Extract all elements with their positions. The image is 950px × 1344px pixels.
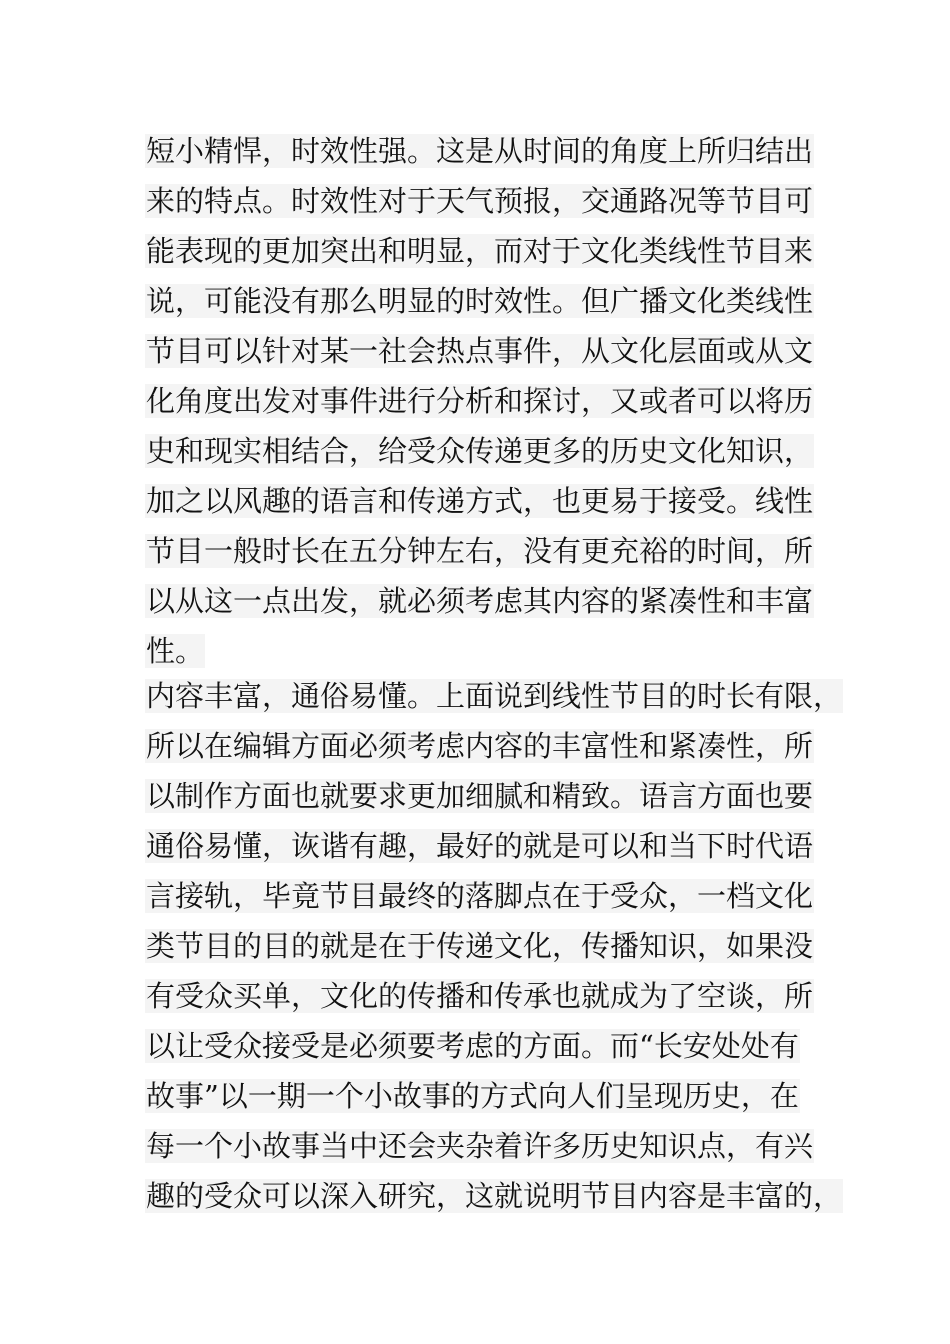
text-line: 每一个小故事当中还会夹杂着许多历史知识点，有兴 bbox=[146, 1129, 814, 1163]
text-line: 趣的受众可以深入研究，这就说明节目内容是丰富的， bbox=[146, 1179, 843, 1213]
text-line: 故事”以一期一个小故事的方式向人们呈现历史，在 bbox=[146, 1079, 799, 1113]
text-line: 来的特点。时效性对于天气预报，交通路况等节目可 bbox=[146, 184, 814, 218]
paragraph-1 bbox=[145, 126, 835, 676]
text-line: 内容丰富，通俗易懂。上面说到线性节目的时长有限， bbox=[146, 679, 843, 713]
text-line: 类节目的目的就是在于传递文化，传播知识，如果没 bbox=[146, 929, 814, 963]
text-line: 以制作方面也就要求更加细腻和精致。语言方面也要 bbox=[146, 779, 814, 813]
text-line: 加之以风趣的语言和传递方式，也更易于接受。线性 bbox=[146, 484, 814, 518]
text-line: 以从这一点出发，就必须考虑其内容的紧凑性和丰富 bbox=[146, 584, 814, 618]
paragraph-2 bbox=[145, 671, 843, 1221]
text-line: 说，可能没有那么明显的时效性。但广播文化类线性 bbox=[146, 284, 814, 318]
text-line: 化角度出发对事件进行分析和探讨，又或者可以将历 bbox=[146, 384, 814, 418]
text-line: 节目一般时长在五分钟左右，没有更充裕的时间，所 bbox=[146, 534, 814, 568]
text-line: 性。 bbox=[146, 634, 205, 668]
text-line: 言接轨，毕竟节目最终的落脚点在于受众，一档文化 bbox=[146, 879, 814, 913]
text-line: 节目可以针对某一社会热点事件，从文化层面或从文 bbox=[146, 334, 814, 368]
text-line: 有受众买单，文化的传播和传承也就成为了空谈，所 bbox=[146, 979, 814, 1013]
text-line: 史和现实相结合，给受众传递更多的历史文化知识， bbox=[146, 434, 814, 468]
text-line: 所以在编辑方面必须考虑内容的丰富性和紧凑性，所 bbox=[146, 729, 814, 763]
text-line: 以让受众接受是必须要考虑的方面。而“长安处处有 bbox=[146, 1029, 799, 1063]
text-line: 能表现的更加突出和明显，而对于文化类线性节目来 bbox=[146, 234, 814, 268]
text-line: 短小精悍，时效性强。这是从时间的角度上所归结出 bbox=[146, 134, 814, 168]
text-line: 通俗易懂，诙谐有趣，最好的就是可以和当下时代语 bbox=[146, 829, 814, 863]
